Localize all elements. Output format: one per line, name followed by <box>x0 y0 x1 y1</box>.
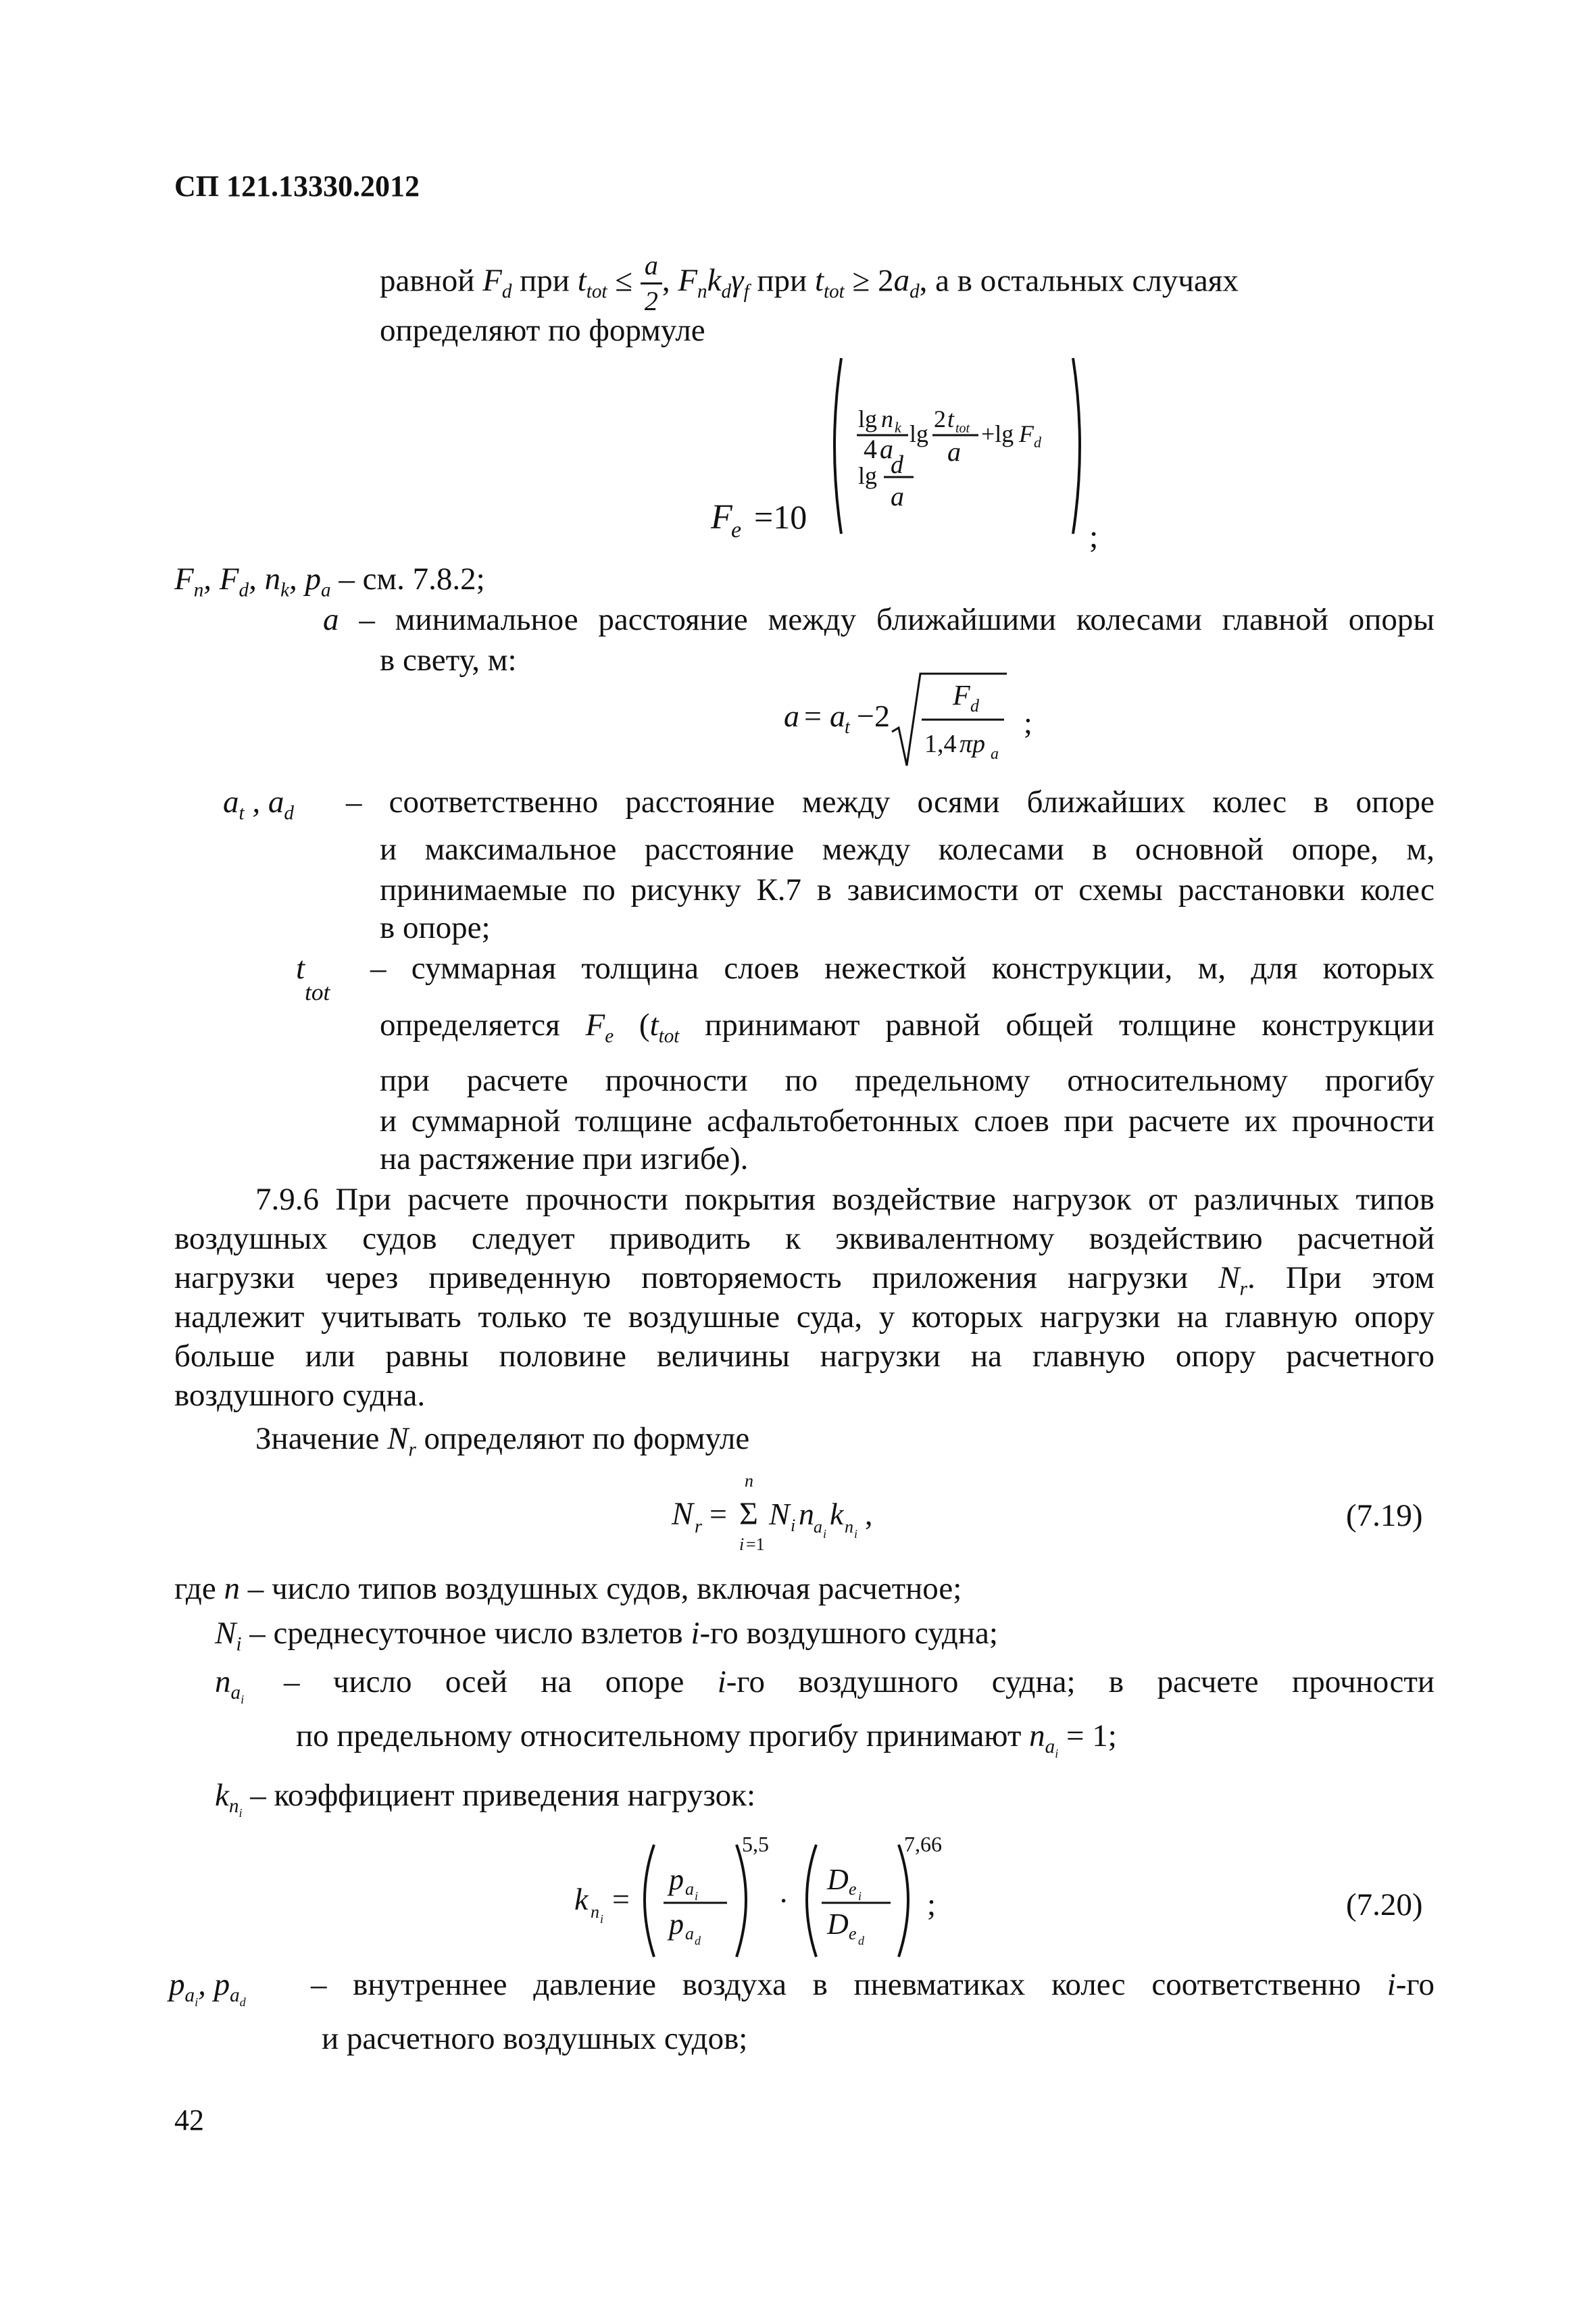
svg-text:D: D <box>827 1908 849 1941</box>
where-pa-line-1: – внутреннее давление воздуха в пневматиках колес соответственно i-го <box>311 1967 1435 2002</box>
where-na-line-1: – число осей на опоре i-го воздушного судна; в расчете прочности <box>284 1664 1435 1699</box>
equation-number-7-19: (7.19) <box>1346 1498 1423 1533</box>
para-796-line-1: 7.9.6 При расчете прочности покрытия воздействие нагрузок от различных типов <box>255 1182 1435 1217</box>
svg-text:a: a <box>891 481 904 512</box>
svg-text:a: a <box>685 1879 694 1899</box>
para-796-line-3: нагрузки через приведенную повторяемость приложения нагрузки $N_r$. При этом <box>174 1260 1435 1300</box>
svg-text:n: n <box>745 1471 753 1491</box>
svg-text:n: n <box>591 1902 599 1922</box>
exp-7-66: 7,66 <box>904 1832 942 1856</box>
where-kn: $k_{n_i}$ – коэффициент приведения нагрузок: <box>215 1778 756 1820</box>
svg-text:d: d <box>891 451 903 479</box>
svg-text:Σ: Σ <box>739 1496 758 1532</box>
page-number: 42 <box>174 2104 204 2137</box>
def-at-ad-line-4: в опоре; <box>380 910 491 945</box>
svg-text:a: a <box>991 745 999 763</box>
svg-text:a: a <box>830 699 845 733</box>
svg-text:1,4: 1,4 <box>924 730 957 758</box>
svg-text:D: D <box>827 1863 849 1896</box>
svg-text:N: N <box>672 1496 694 1532</box>
svg-text:a: a <box>947 437 961 467</box>
def-ttot-line-4: и суммарной толщине асфальтобетонных слоев при расчете их прочности <box>380 1103 1435 1139</box>
svg-text:=: = <box>612 1882 630 1916</box>
svg-text:lg: lg <box>858 405 878 432</box>
svg-text:t: t <box>947 405 955 432</box>
svg-text:k: k <box>830 1497 844 1531</box>
nr-intro: Значение $N_r$ определяют по формуле <box>255 1421 750 1461</box>
equation-number-7-20: (7.20) <box>1346 1887 1423 1922</box>
svg-text:d: d <box>1034 434 1041 451</box>
intro-line-2: определяют по формуле <box>380 313 705 348</box>
where-na-line-2: по предельному относительному прогибу принимают $n_{a_i} = 1$; <box>296 1718 1117 1761</box>
svg-text:i: i <box>791 1516 796 1535</box>
formula-a <box>777 666 1061 774</box>
svg-text:t: t <box>845 717 850 738</box>
where-n: где n – число типов воздушных судов, включая расчетное; <box>174 1571 962 1606</box>
def-ttot-line-2: определяется $F_e$ ($t_{tot}$ принимают равной общей толщине конструкции <box>380 1007 1435 1047</box>
para-796-line-2: воздушных судов следует приводить к эквивалентному воздействию расчетной <box>174 1221 1435 1256</box>
svg-text:p: p <box>669 1908 684 1941</box>
svg-text:=: = <box>709 1497 727 1531</box>
svg-text:=1: =1 <box>746 1535 765 1554</box>
svg-text:lg: lg <box>858 462 878 489</box>
svg-text:d: d <box>970 696 979 716</box>
svg-text:r: r <box>695 1516 702 1537</box>
svg-text:k: k <box>895 419 901 436</box>
svg-text:a: a <box>880 434 893 464</box>
svg-text:4: 4 <box>864 434 877 464</box>
svg-text:d: d <box>695 1934 701 1947</box>
svg-text:i: i <box>600 1912 604 1926</box>
formula-nr <box>669 1466 953 1568</box>
where-ni: $N_i$ – среднесуточное число взлетов i-го воздушного судна; <box>215 1616 998 1656</box>
def-ttot-line-5: на растяжение при изгибе). <box>380 1141 749 1176</box>
svg-text:,: , <box>865 1497 873 1531</box>
def-at-ad-symbol: $a_t$ , $a_d$ <box>223 785 294 824</box>
exp-5-5: 5,5 <box>742 1832 769 1856</box>
svg-text:e: e <box>849 1879 857 1899</box>
svg-text:i: i <box>858 1889 862 1903</box>
def-ttot-line-3: при расчете прочности по предельному относительному прогибу <box>380 1063 1435 1098</box>
svg-text:i: i <box>739 1535 745 1554</box>
svg-text:F: F <box>711 498 732 537</box>
svg-text:n: n <box>881 405 893 432</box>
svg-text:−2: −2 <box>857 699 890 733</box>
para-796-line-4: надлежит учитывать только те воздушные суда, у которых нагрузки на главную опору <box>174 1299 1435 1335</box>
svg-text:tot: tot <box>955 421 970 436</box>
svg-text:n: n <box>799 1497 814 1531</box>
svg-text:πp: πp <box>959 730 986 758</box>
svg-text:=10: =10 <box>754 498 807 536</box>
intro-line-1: равной $F_d$ при $t_{tot}$ ≤ $\frac{a}{2}$ , $F_nk_d\gamma_f$ при $t_{tot} \ge 2a_d$, а в остальных случаях <box>380 250 1239 316</box>
svg-text:e: e <box>849 1924 857 1943</box>
def-a-line-2: в свету, м: <box>380 643 517 678</box>
where-pa-symbol: $p_{a_i}$, $p_{a_d}$ <box>169 1967 246 2010</box>
formula-fe-semicolon: ; <box>1089 519 1099 554</box>
def-at-ad-line-2: и максимальное расстояние между колесами в основной опоре, м, <box>380 832 1435 867</box>
svg-text:N: N <box>769 1497 790 1531</box>
formula-kn <box>568 1824 946 1973</box>
def-at-ad-line-3: принимаемые по рисунку К.7 в зависимости от схемы расстановки колес <box>380 872 1435 907</box>
para-796-line-5: больше или равны половине величины нагрузки на главную опору расчетного <box>174 1339 1435 1374</box>
where-na-symbol: $n_{a_i}$ <box>215 1664 245 1707</box>
svg-text:;: ; <box>1024 705 1032 740</box>
svg-text:e: e <box>731 518 742 543</box>
svg-text:F: F <box>1019 420 1034 447</box>
svg-text:p: p <box>669 1863 684 1896</box>
svg-text:2: 2 <box>934 405 946 432</box>
svg-text:n: n <box>845 1517 853 1537</box>
def-fn-fd-nk-pa: $F_n$, $F_d$, $n_k$, $p_a$ – см. 7.8.2; <box>174 562 485 601</box>
svg-text:k: k <box>574 1882 589 1916</box>
svg-text:i: i <box>695 1889 699 1903</box>
svg-text:i: i <box>823 1527 827 1541</box>
formula-fe <box>703 351 1162 554</box>
svg-text:a: a <box>685 1924 694 1943</box>
where-pa-line-2: и расчетного воздушных судов; <box>322 2021 748 2056</box>
svg-text:F: F <box>953 680 970 712</box>
svg-text:lg: lg <box>909 420 929 447</box>
svg-text:d: d <box>858 1934 864 1947</box>
svg-text:a: a <box>814 1517 822 1537</box>
svg-text:·: · <box>778 1883 789 1918</box>
para-796-line-6: воздушного судна. <box>174 1378 426 1413</box>
formula-kn-semicolon: ; <box>927 1887 937 1922</box>
def-ttot-symbol: $t_{tot}$ <box>296 951 330 1006</box>
svg-text:a: a <box>784 699 799 733</box>
svg-text:=: = <box>804 699 822 733</box>
document-code: СП 121.13330.2012 <box>174 170 420 203</box>
svg-text:+lg: +lg <box>981 420 1014 447</box>
def-a-line-1: a – минимальное расстояние между ближайшими колесами главной опоры <box>323 602 1435 637</box>
def-ttot-line-1: – суммарная толщина слоев нежесткой конструкции, м, для которых <box>370 951 1435 986</box>
def-at-ad-line-1: – соответственно расстояние между осями ближайших колес в опоре <box>346 785 1435 820</box>
svg-text:i: i <box>854 1527 858 1541</box>
